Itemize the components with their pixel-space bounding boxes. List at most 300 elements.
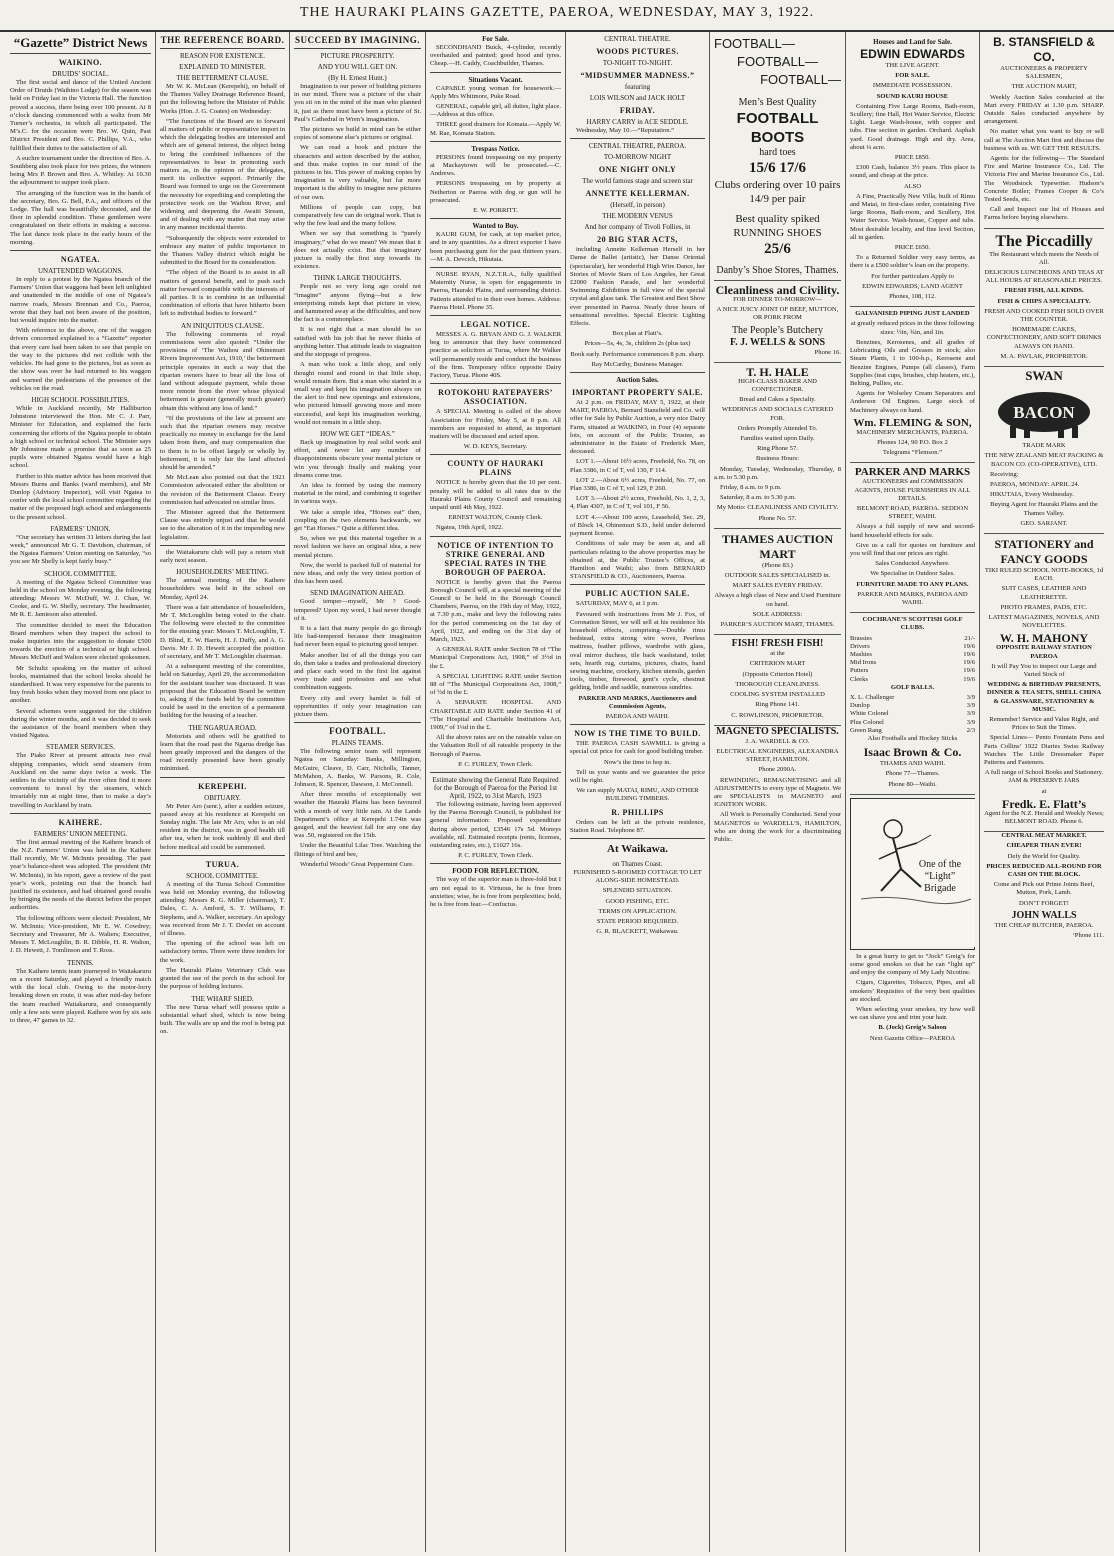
subheading: THE WHARF SHED. (191, 994, 254, 1003)
ad-line: DELICIOUS LUNCHEONS AND TEAS AT ALL HOURS AT REASONABLE PRICES. (984, 269, 1104, 285)
paragraph: Mr W. K. McLean (Kerepehi), on behalf of the Thames Valley Drainage Reference Board, put the following before the Minister of Public Works (Hon. J. G. Coates) on Wednesday: (160, 83, 285, 115)
theatre-name: CENTRAL THEATRE. (604, 35, 671, 43)
paragraph: STATE PERIOD REQUIRED. (596, 918, 679, 925)
ad-line: FRESH AND COOKED FISH SOLD OVER THE COUNTER. (984, 307, 1104, 324)
ad-line: My Motto: CLEANLINESS AND CIVILITY. (716, 504, 839, 512)
ad-line: ELECTRICAL ENGINEERS, ALEXANDRA STREET, HAMILTON. (716, 747, 839, 764)
ad-line: FOOTBALL— (760, 72, 841, 87)
classified-heading: Auction Sales. (616, 376, 659, 385)
ad-line: PARKER’S AUCTION MART, THAMES. (720, 621, 835, 629)
paragraph: Now, the world is packed full of material for new ideas, and only the very tiniest portion of this has been used. (294, 561, 421, 586)
classified-heading: Houses and Land for Sale. (873, 38, 952, 46)
divider (430, 315, 561, 316)
paragraph: including Annette Kellerman Herself in her Danse de Ballet (artistic), her Danse Oriental (spectacular), her wonderful High Wire Dance, her Stories of Movie Stars of Los Angeles, her Great £2000 Fashion Parade, and her wonderful Swimming Exhibition in full view of the special crystal and glass tank. The Greatest and Best Show ever presented in Paeroa. Nearly three hours of sensational novelties. Special Electric Lighting Effects. (570, 246, 705, 328)
classified-ad: SECONDHAND Buick, 4-cylinder, recently overhauled and painted; good hood and tyres. Cheap.—H. Caddy, Coachbuilder, Thames. (430, 44, 561, 68)
ad-line: COOLING SYSTEM INSTALLED (730, 691, 825, 699)
ad-line: Next Gazette Office—PAEROA (869, 1034, 956, 1042)
paragraph: There was a fair attendance of householders, Mr T. McLoughlin being voted to the chair. The following were elected to the committee for the ensuing year: Messrs T. McLoughlin, T. D. Blind, E. W. Harris, H. J. Duffy, and A. G. Davis. Mr J. D. Hewett accepted the position of secretary, and Mr T. McLoughlin chairman. (160, 603, 285, 660)
stansfield-ad (984, 32, 1104, 229)
paragraph: Mr Schultz speaking on the matter of school books, maintained that the school books should be standardised. It was very expensive for the parents to buy fresh books when they moved from one place to another. (10, 664, 151, 705)
ad-line: TRADE MARK (1022, 442, 1066, 450)
table-row (850, 719, 975, 727)
ad-line: THE NEW ZEALAND MEAT PACKING & BACON CO. (CO-OPERATIVE), LTD. (984, 452, 1104, 468)
ad-line: CENTRAL MEAT MARKET. (1001, 832, 1087, 840)
ad-line: BELMONT ROAD, PAEROA. SEDDON STREET, WAIHI. (856, 504, 969, 521)
heading: FOOTBALL. (329, 726, 386, 737)
paragraph: Mr Peter Aro (senr.), after a sudden seizure, passed away at his residence at Kerepehi on Sunday night. The late Mr Aro, who is an old resident in the district, was in good health till after tea, when he took suddenly ill and died before medical aid could be summoned. (160, 802, 285, 851)
table-row (850, 727, 975, 735)
ad-line: For further particulars Apply to (871, 272, 954, 280)
ad-line: A full range of School Books and Stationery. JAM & PRESERVE JARS (984, 769, 1104, 785)
divider (570, 724, 705, 725)
ad-line: Bread and Cakes a Specialty. (739, 396, 816, 404)
paragraph: Back up imagination by real solid work and effort, and never let any number of disappointments obscure your mental picture or win you through finally and making your dreams come true. (294, 438, 421, 479)
paragraph: Make another list of all the things you can do, then take a trades and professional directory and place each word in the first list against every trade and profession and see what combination suggests. (294, 651, 421, 692)
paragraph: TERMS ON APPLICATION. (598, 907, 677, 915)
ad-line: HIKUTAIA, Every Wednesday. (990, 491, 1074, 499)
ad-line: Weekly Auction Sales conducted at the Mart every FRIDAY at 1.30 p.m. SHARP. Outside Sales conducted anywhere by arrangement. (984, 93, 1104, 126)
classified-ad: A SPECIAL LIGHTING RATE under Section 88 of “The Municipal Corporations Act, 1908,” of ½d in the £. (430, 672, 561, 697)
divider (430, 72, 561, 73)
signature: P. C. FURLEY, Town Clerk. (458, 760, 533, 768)
ad-line: The Piccadilly (995, 232, 1093, 250)
divider (570, 372, 705, 373)
divider (570, 138, 705, 139)
subheading: HOUSEHOLDERS’ MEETING. (176, 568, 269, 577)
ad-line: FOOTBALL— (714, 36, 795, 51)
ad-line: Cleanliness and Civility. (715, 283, 840, 297)
classified-heading: Situations Vacant. (468, 75, 523, 84)
subheading: TO-MORROW NIGHT (603, 153, 672, 162)
paragraph: “If the provisions of the law at present are such that the riparian owners may receive practically no money in exchange for the land taken from them, and may compensation due to them is to be offset largely or wholly by betterment, it is only fair the land affected should be amended.” (160, 414, 285, 471)
theatre-name: CENTRAL THEATRE, PAEROA. (588, 142, 687, 151)
ad-line: THE CHEAP BUTCHER, PAEROA. (994, 921, 1094, 929)
paragraph: The arranging of the function was in the hands of the secretary, Bro. G. Bell, P.A., and officers of the Lodge. The hall was beautifully decorated, and the floor in splendid condition. These gentlemen were congratulated on their efforts in making a success. The last dance took place in the early hours of the morning. (10, 189, 151, 246)
ad-price: PRICE £650. (894, 244, 931, 252)
paragraph: At a subsequent meeting of the committee, held on Saturday, April 29, the accommodation for the assistant teacher was discussed. It was proposed that the Education Board be written to, asking if the funds held by the committee could be used in the erection of a permanent building for the housing of a teacher. (160, 663, 285, 720)
paragraph: People not so very long ago could not “imagine” anyone flying—but a few enterprising minds kept that picture in view, and hammered away at the difficulties, and now the fact is a commonplace. (294, 283, 421, 324)
paragraph: A meeting of the Ngatea School Committee was held in the school on Monday evening, the following attending: Messrs W. McDuff, W. J. Chan, W. Cooke, and G. W. Shelly, secretary. The headmaster, Mr R. E. Jamieson also attended. (10, 578, 151, 619)
table-row (850, 702, 975, 710)
ad-line: Phone 16. (814, 348, 841, 356)
ad-line: Clubs ordering over 10 pairs 14/9 per pair (714, 179, 841, 205)
paragraph: LOT 3.—About 2½ acres, Freehold, No. 1, 2, 3, 4, Plan 4307, in C of T, vol 101, F 56. (570, 495, 705, 511)
paragraph: When we say that something is “purely imaginary,” what do we mean? We mean that it does not actually exist. But that imaginary picture is really the first step towards its existence. (294, 230, 421, 271)
ad-line: WEDDING & BIRTHDAY PRESENTS, DINNER & TEA SETS, SHELL CHINA & GLASSWARE, STATIONERY & MUSIC. (986, 681, 1102, 713)
ad-line: WEDDINGS AND SOCIALS CATERED FOR. (721, 406, 834, 422)
ad-line: PARKER AND MARKS, PAEROA AND WAIHI. (857, 590, 968, 606)
ad-line: Give us a call for quotes on furniture and you will find that our prices are right. (850, 541, 975, 557)
ad-line: Always a full supply of new and second-hand household effects for sale. (850, 523, 975, 539)
table-row (850, 635, 975, 643)
ad-line: THE AUCTION MART, (1011, 83, 1077, 91)
ad-line: Defy the World for Quality. (1007, 852, 1081, 860)
classified-ad: THREE good drainers for Komata.—Apply W. M. Rae, Komata Station. (430, 121, 561, 137)
ad-line: MACHINERY MERCHANTS, PAEROA. (856, 428, 969, 436)
item-name: Mid Irons (850, 659, 877, 667)
divider (430, 267, 561, 268)
heading: At Waikawa. (607, 842, 668, 855)
heading: FRIDAY. (619, 106, 656, 115)
ad-line: Agents for Wolseley Cream Separators and Anderson Oil Engines. Large stock of Machinery always on hand. (850, 390, 975, 414)
column-reference-board (156, 32, 290, 1552)
ad-line: EDWIN EDWARDS (860, 47, 965, 61)
item-name: Dunlop (850, 702, 870, 710)
ad-line: LATEST MAGAZINES, NOVELS, AND NOVELETTES. (988, 613, 1100, 630)
paragraph: With reference to the above, one of the waggon drivers concerned explained to a “Gazette” reporter that every care had been taken to see that people on the way to the pictures did not collide with the vehicles. He had gone to the pictures, but as soon as the show was over he had returned to his waggon and warned the pedestrians of the presence of the vehicles on the road. (10, 327, 151, 392)
subheading: And her company of Tivoli Follies, in (584, 223, 691, 232)
item-price: 19/6 (963, 667, 975, 675)
paragraph: Favoured with instructions from Mr J. Fox, of Coronation Street, we will sell at his residence his household effects, comprising—Double rimu bedstead, extra strong wire wove, Peerless mattress, feather pillows, wardrobe with glass, oval mirror duchess, tile back washstand, toilet sets, hearth rug, curtains, pictures, chairs, hand sewing machine, crockery, kitchen utensils, garden tools, timber, firewood, gent’s cycle, chestnut gelding, bridle and saddle, numerous sundries. (570, 610, 705, 692)
ad-price: PRICE £850. (894, 154, 931, 162)
article-title: SUCCEED BY IMAGINING. (295, 35, 420, 45)
article-title: THE REFERENCE BOARD. (160, 35, 285, 45)
item-price: 3/9 (966, 702, 975, 710)
piccadilly-ad (984, 229, 1104, 367)
paragraph: Orders can be left at the private residence, Station Road. Telephone 87. (570, 818, 705, 834)
edwards-ad (850, 32, 975, 307)
ad-line: THAMES AUCTION MART (721, 531, 834, 561)
classified-ad: GENERAL, capable girl, all duties, light place.—Address at this office. (430, 103, 561, 119)
ad-line: THAMES AND WAIHI. (879, 760, 946, 768)
classified-heading: For Sale. (482, 35, 509, 43)
paragraph: Conditions of sale may be seen at, and all particulars relating to the above properties may be obtained at, the Public Trustee’s Offices, at Hamilton and Waihi; also from BERNARD STANSFIELD & CO., Auctioneers, Paeroa. (570, 540, 705, 581)
greig-ad (850, 798, 975, 1043)
slogan: One of the “Light” Brigade (918, 858, 962, 894)
classified-ad: PERSONS trespassing on by property at Netherton or Paeroa with dog or gun will be prosecuted. (430, 180, 561, 204)
paragraph: The Minister agreed that the Betterment Clause was entirely unjust and that he would see to the alteration of it in the impending new legislation. (160, 508, 285, 541)
ad-line: Come and Pick out Prime Joints Beef, Mutton, Pork, Lamb. (993, 881, 1095, 897)
paragraph: PARKER AND MARKS, Auctioneers and Commission Agents, (578, 694, 697, 710)
item-price: 3/9 (966, 694, 975, 701)
paragraph: Ray McCarthy, Business Manager. (591, 360, 684, 368)
paragraph: Several schemes were suggested for the children during the winter months, and it was decided to seek the assistance of the board members when they visited Ngatea. (10, 707, 151, 740)
paragraph: SPLENDID SITUATION. (602, 887, 673, 895)
subheading: REASON FOR EXISTENCE. (180, 52, 265, 60)
classified-ad: NOTICE is hereby given that the Paeroa Borough Council will, at a special meeting of the Council to be held in the Borough Council Chambers, Paeroa, on the 19th day of May, 1922, at 7.30 p.m., make and levy the following rates for the period commencing on the 1st day of April, 1922, and ending on the 31st day of March, 1923. (430, 578, 561, 643)
table-row (850, 651, 975, 659)
column-imagining (290, 32, 426, 1552)
ad-line: THOROUGH CLEANLINESS. (735, 680, 820, 688)
ad-line: JOHN WALLS (1011, 909, 1077, 921)
ad-line: We Specialise in Outdoor Sales. (870, 570, 955, 578)
ad-line: Best quality spiked RUNNING SHOES (733, 213, 822, 239)
item-price: 3/9 (966, 710, 975, 718)
ad-line: Receiving: (990, 470, 1019, 478)
ad-line: FOR DINNER TO-MORROW— (733, 296, 822, 303)
ad-line: Isaac Brown & Co. (863, 745, 962, 760)
classified-heading: Wanted to Buy. (472, 222, 519, 231)
subheading: SCHOOL COMMITTEE. (44, 569, 117, 578)
paragraph: PAEROA AND WAIHI. (605, 712, 670, 720)
classified-ad: All the above rates are on the rateable value on the Valuation Roll of all rateable property in the Borough of Paeroa. (430, 734, 561, 758)
swan-bacon-ad (984, 367, 1104, 534)
ad-line: Benzines, Kerosenes, and all grades of Lubricating Oils and Greases in stock; also Steam Plants, 1 to 100-h.p., Kerosene and Benzine Engines, Pumps (all classes), Farm Supplies (teat cups, brushes, chip heaters, etc.), Belting, Pullies, etc. (850, 338, 975, 387)
divider (10, 813, 151, 814)
paragraph: LOT 1.—About 16½ acres, Freehold, No. 78, on Plan 3386, in C of T, vol 130, F 114. (570, 458, 705, 474)
paragraph: It is not right that a man should be so satisfied with his job that he never thinks of anything better. That attitude leads to stagnation and the stoppage of progress. (294, 326, 421, 359)
ad-line: (Opposite Criterion Hotel) (742, 670, 813, 678)
ad-line: M. A. PAVLAK, PROPRIETOR. (1000, 352, 1088, 360)
ad-line: PARKER AND MARKS (854, 466, 971, 479)
parker-marks-ad (850, 463, 975, 613)
ad-line: Containing Five Large Rooms, Bath-room, Scullery; fine Hall, Hot Water Service, Electric Light. Large Wash-house, with copper and tubs. Fine section in garden. Orchard. Asphalt yard. Good drainage. High and dry. Area, about ¼ acre. (850, 102, 975, 151)
subheading: THINK LARGE THOUGHTS. (313, 274, 402, 283)
item-name: Mashies (850, 650, 872, 658)
ad-line: ’Phone 111. (1072, 932, 1104, 940)
ad-line: Fredk. E. Flatt’s (1002, 796, 1086, 811)
paragraph: Now’s the time to hop in. (603, 758, 672, 766)
heading: WOODS PICTURES. (596, 47, 679, 56)
ad-line: FOR SALE. (895, 72, 930, 80)
divider (430, 141, 561, 142)
ad-line: STATIONERY and FANCY GOODS (994, 536, 1094, 566)
ad-line: SOLE ADDRESS: (752, 610, 803, 618)
ad-line: MAGNETO SPECIALISTS. (716, 725, 839, 737)
ad-line: Agent for the N.Z. Herald and Weekly News; BELMONT ROAD. Phone 6. (984, 809, 1104, 825)
dateline: Ngatea, 19th April, 1922. (436, 524, 504, 532)
item-price: 19/6 (963, 642, 975, 650)
paragraph: The committee decided to meet the Education Board members when they inspect the school to make inquiries into the suggestion to donate £500 towards the erection of a technical or high school. Messrs McDuff and Walton were elected spokesmen. (10, 621, 151, 662)
ad-line: DON’T FORGET! (1019, 899, 1069, 907)
notice-heading: LEGAL NOTICE. (460, 320, 531, 330)
paragraph: The new Turua wharf will possess quite a substantial wharf shed, which is now being built. The walls are up and the roof is being put on. (160, 1003, 285, 1036)
subheading: The world famous stage and screen star (582, 177, 693, 186)
table-row (850, 710, 975, 718)
classified-ad: A SPECIAL Meeting is called of the above Association for Friday, May 5, at 8 p.m. All members are requested to attend, as important matters will be discussed and acted upon. (430, 408, 561, 440)
divider (294, 48, 421, 49)
ad-line: GOLF BALLS. (890, 683, 935, 691)
ad-line: Phones 124, 90 P.O. Box 2 (877, 438, 948, 446)
ad-line: B. STANSFIELD & CO. (993, 35, 1095, 64)
paragraph: THE PAEROA CASH SAWMILL is giving a special cut price for cash for good building timber. (570, 740, 705, 756)
paragraph: The Piako River at present attracts two rival shipping companies, which send steamers from Auckland on the same days twice a week. The settlers in the vicinity of the river often find it more convenient to travel by the steamers, which invariably run at night time, than to make a day’s travelling in Auckland by train. (10, 752, 151, 809)
item-name: X. L. Challenger (850, 694, 895, 701)
item-name: Brassies (850, 634, 872, 642)
ad-line: F. J. WELLS & SONS (729, 336, 826, 348)
ad-line: FISH & CHIPS A SPECIALITY. (997, 297, 1091, 305)
paragraph: While in Auckland recently, Mr Halliburton Johnstone interviewed the Hon. Mr C. J. Parr, Minister for Education, and explained the facts concerning the efforts of the Ngatea people to obtain a high school or technical school. The Minister says Mr Johnstone made a promise that as soon as 25 pupils were obtained Ngatea would have a high school. (10, 404, 151, 470)
signature: W. D. KEYS, Secretary. (463, 443, 528, 451)
subheading: on Thames Coast. (612, 859, 663, 868)
paragraph: An idea is formed by using the memory material in the mind, and combining it together in various ways. (294, 481, 421, 506)
ad-line: Orders Promptly Attended To. (737, 424, 818, 432)
ad-line: Monday, Tuesday, Wednesday, Thursday, 8 a.m. to 5.30 p.m. (714, 465, 841, 481)
ad-line: SUIT CASES, LEATHER AND LEATHERETTE. (1001, 585, 1087, 601)
paragraph: Wednesday, May 10.—“Reputation.” (576, 127, 675, 134)
heading: NOW IS THE TIME TO BUILD. (574, 729, 701, 739)
divider (430, 863, 561, 864)
section-title: “Gazette” District News (13, 35, 148, 50)
ad-line: It will Pay You to inspect our Large and Varied Stock of (991, 662, 1097, 678)
heading: NGATEA. (60, 255, 101, 265)
item-price: 2/3 (966, 726, 975, 734)
item-price: 3/9 (966, 718, 975, 726)
paragraph: We take a simple idea, “Horses eat” then, coupling on the two elements backwards, we get “Eat Horses.” Quite a different idea. (294, 508, 421, 532)
subheading: HOW WE GET “IDEAS.” (320, 429, 395, 438)
paragraph: GOOD FISHING, ETC. (605, 897, 670, 905)
divider (430, 536, 561, 537)
paragraph: A meeting of the Turua School Committee was held on Monday evening, the following attending: Messrs R. G. Miller (chairman), T. Dales, C. A. Amford, S. T. Williams, F. Stephens, and A. Walker, secretary. An apology was received from Mr J. T. Devlet on account of illness. (160, 880, 286, 938)
subheading: SEND IMAGINATION AHEAD. (310, 589, 405, 598)
item-price: 21/- (964, 634, 975, 642)
heading: R. PHILLIPS (611, 807, 664, 817)
subheading: HIGH SCHOOL POSSIBILITIES. (31, 395, 130, 404)
column-theatre-auction (566, 32, 710, 1552)
ad-line: Families waited upon Daily. (740, 435, 815, 443)
subheading: HARRY CARRY in ACE SEDDLE. (586, 118, 689, 126)
paragraph: The opening of the school was left on satisfactory terms. There were three tenders for the work. (160, 940, 285, 964)
heading: WAIKINO. (58, 58, 103, 67)
divider (294, 722, 421, 723)
paragraph: The pictures we build in mind can be either copies of someone else’s pictures or original. (294, 126, 421, 142)
paragraph: The first social and dance of the United Ancient Order of Druids (Waihino Lodge) for the season was held on Friday last in the Victoria Hall. The function proved a success, there being over 100 present. At 8 o’clock dancing commenced with a waltz from Mr Turner’s orchestra, in which all participated. The M’s.C. for the occasion were Bro. W. Quin, Past District President and Bro. C. Phillips, V.A., who fulfilled their duties to the satisfaction of all. (10, 79, 151, 152)
subheading: AN INIQUITOUS CLAUSE. (181, 321, 264, 330)
table-row (850, 643, 975, 651)
ad-line: Also Footballs and Hockey Sticks (867, 735, 958, 743)
paragraph: Millions of people can copy, but comparatively few can do original work. That is why the few lead and the many follow. (294, 203, 421, 228)
item-name: Drivers (850, 642, 870, 650)
ad-line: FISH! FRESH FISH! (731, 638, 824, 650)
ad-line: MART SALES EVERY FRIDAY. (732, 582, 823, 590)
notice-heading: ROTOKOHU RATEPAYERS’ ASSOCIATION. (438, 388, 553, 407)
paragraph: Prices—5s, 4s, 3s, children 2s (plus tax) (584, 340, 691, 348)
ad-line: FURNITURE MADE TO ANY PLANS. (856, 580, 969, 588)
subheading: FARMERS’ UNION. (50, 524, 111, 533)
classified-heading: Trespass Notice. (471, 144, 520, 153)
signature: E. W. PORRITT. (473, 207, 518, 215)
paragraph: The first annual meeting of the Kaihere branch of the N.Z. Farmers’ Union was held in the Kaihere Hall recently, Mr W. McInnis presiding. The past year’s balance-sheet was adopted. The president (Mr W. McInnis), in his report, gave a review of the past year’s work, pointing out that the branch had justified its existence, and had obtained good results by bringing the needs of the district before the proper authorities. (10, 838, 151, 912)
ad-line: CRITERION MART (749, 660, 806, 668)
paragraph: The annual meeting of the Kaihere householders was held in the school on Monday, April 24. (160, 577, 285, 601)
ad-line: Agents for the following— The Standard Fire and Marine Insurance Co., Ltd. The Victoria Fire and Marine Insurance Co., Ltd. The Woodstock Typewriter. Hudson’s Concrete Boiler; Frames Cooper & Co’s Tested Seeds, etc. (984, 155, 1104, 204)
heading: KAIHERE. (58, 817, 103, 827)
subheading: PICTURE PROSPERITY. (320, 52, 395, 60)
divider (160, 777, 285, 778)
heading: ANNETTE KELLERMAN. (585, 189, 690, 199)
butcher-ad (984, 832, 1104, 940)
ad-line: To a Returned Soldier very easy terms, as there is a £500 soldier’s loan on the property. (850, 254, 975, 270)
masthead: THE HAURAKI PLAINS GAZETTE, PAEROA, WEDNESDAY, MAY 3, 1922. (0, 0, 1114, 32)
subheading: THE MODERN VENUS (602, 212, 673, 221)
ad-line: REWINDING, REMAGNETISING and all ADJUSTMENTS to every type of Magneto. We are SPECIALISTS in MAGNETO and IGNITION WORK. (714, 776, 841, 809)
ad-line: B. (Jock) Greig’s Saloon (878, 1024, 947, 1032)
divider (10, 250, 151, 251)
paragraph: “Our secretary has written 31 letters during the last week,” announced Mr G. T. Davidson, chairman, of the Ngatea Farmers’ Union meeting on Saturday, “so you see Mr Shelly is kept fairly busy.” (10, 533, 151, 566)
paragraph: Imagination is our power of building pictures in our mind. There was a picture of the chair you sit on in the mind of the man who planned it, just as there must have been a picture of St. Paul’s Cathedral in Wren’s imagination. (294, 83, 421, 123)
ad-line: Always a high class of New and Used Furniture on hand. (714, 592, 841, 608)
column-classifieds (426, 32, 566, 1552)
ad-line: SWAN (1025, 368, 1063, 384)
classified-ad: MESSES A. G. BRYAN AND G. J. WALKER beg to announce that they have commenced practice as solicitors at Turua, where Mr Walker will permanently reside and conduct the business of the firm. Temporary office opposite Dairy Factory, Turua. Phone 40S. (430, 331, 561, 380)
subheading: AND YOU WILL GET ON. (317, 63, 398, 71)
paragraph: The Hauraki Plains Veterinary Club was granted the use of the porch in the school for the purpose of holding lectures. (160, 966, 285, 991)
paragraph: Further to this matter advice has been received that Messrs Burns and Banks (ward members), and Mr Dunlop (Advisory Inspector), will visit Ngatea to confer with the local school committee regarding the matter of the proposed high school and enlargements to the present school. (10, 472, 151, 521)
golf-clubs-table (850, 635, 975, 684)
ad-line: COCHRANE’S SCOTTISH GOLF CLUBS. (862, 616, 963, 632)
ad-line: The Restaurant which meets the Needs of All. (989, 250, 1099, 266)
divider (160, 48, 285, 49)
item-name: Putters (850, 667, 869, 675)
paragraph: SATURDAY, MAY 6, at 1 p.m. (576, 600, 659, 608)
heading: ONE NIGHT ONLY (598, 165, 677, 175)
notice-heading: FOOD FOR REFLECTION. (452, 867, 539, 876)
divider (430, 383, 561, 384)
ad-line: In a great hurry to get to “Jock” Greig’s for some good smokes so that he can “light up” and enjoy the company of My Lady Nicotine. (850, 952, 975, 977)
classified-ad: A SEPARATE HOSPITAL AND CHARITABLE AID RATE under Section 41 of “The Hospital and Charitable Institutions Act, 1909,” of 1¼d in the £. (430, 699, 561, 731)
ad-line: FRESH FISH, ALL KINDS. (1004, 287, 1084, 295)
pig-icon (986, 382, 1102, 442)
fleming-ad (850, 307, 975, 463)
ad-line: Cigars, Cigarettes, Tobacco, Pipes, and all smokers’ Requisites of the very best qualities are stocked. (850, 979, 975, 1003)
subheading: UNATTENDED WAGGONS. (37, 267, 124, 276)
table-row (850, 676, 975, 684)
paragraph: Wonderful Woods’ Great Peppermint Cure. (300, 860, 414, 868)
ad-line: Sales Conducted Anywhere. (875, 560, 950, 568)
ad-line: Men’s Best Quality (738, 97, 817, 108)
paragraph: Tell us your wants and we guarantee the price will be right. (570, 768, 705, 784)
paragraph: “The functions of the Board are to forward all matters of public or representative import in which the delegating bodies are interested and which are of general interest, the object being to bring the combined influences of the representatives to bear in promoting such matters as, in the opinion of the delegates, merit its collective support. Primarily the Board was formed to urge on the Government the necessity for expediting and completing the protective work on the Waihou River, and widening and deepening the Awaiti Stream, and of dealing with any matter that may arise in any manner incidental thereto. (160, 117, 285, 232)
paragraph: Under the Beautiful Lilac Tree. Watching the flittings of bird and bee, (294, 842, 421, 858)
paragraph: The way of the superior man is three-fold but I am not equal to it. Virtuous, he is free from anxieties; wise, he is free from perplexities; bold, he is free from fear.—Confucius. (430, 876, 561, 909)
ad-line: Phone 77—Thames. (885, 770, 940, 778)
football-boots-ad (714, 32, 841, 281)
item-name: White Colonel (850, 710, 889, 718)
subheading: SCHOOL COMMITTEE. (186, 871, 259, 880)
paragraph: Good temper—myself, Mr ? Good-tempered? Upon my word, I had never thought of it. (294, 598, 421, 622)
ad-line: Telegrams “Flemson.” (882, 449, 943, 457)
divider (570, 584, 705, 585)
bacon-label: BACON (1013, 403, 1075, 423)
classified-ad: PERSONS found trespassing on my property at Mackaytown will be prosecuted.—C. Andrews. (430, 153, 561, 178)
ad-line: OPPOSITE RAILWAY STATION PAEROA (996, 644, 1092, 660)
ad-line: PAEROA, MONDAY: APRIL 24. (990, 480, 1080, 488)
paragraph: It is a fact that many people do go through life bad-tempered because their imagination had never been equal to picturing good temper. (294, 624, 421, 649)
classified-ad: KAURI GUM, for cash, at top market price, and in any quantities. As a direct exporter I have been purchasing gum for the past thirteen years.—M. A. Devcich, Hikutaia. (430, 231, 561, 263)
paragraph: the Waitakaruru club will pay a return visit early next season. (160, 548, 285, 564)
divider (430, 772, 561, 773)
magneto-ad (714, 726, 841, 844)
baker-ad (714, 363, 841, 529)
subheading: TO-NIGHT TO-NIGHT. (602, 59, 673, 67)
ad-line: A NICE JUICY JOINT OF BEEF, MUTTON, OR PORK FROM (716, 306, 839, 322)
item-name: Green Rang (850, 726, 882, 734)
ad-line: hard toes (759, 147, 796, 158)
byline: (By H. Ernest Hunt.) (328, 74, 387, 82)
ad-line: ALSO (903, 182, 922, 190)
ad-line: The People’s Butchery (731, 324, 824, 336)
classified-ad: A GENERAL RATE under Section 78 of “The Municipal Corporations Act, 1908,” of 3½d in the £. (430, 646, 561, 670)
paragraph: Book early. Performance commences 8 p.m. sharp. (570, 350, 705, 358)
ad-line: Business Hours: (755, 455, 800, 463)
signature: P. C. FURLEY, Town Clerk. (458, 852, 533, 860)
paragraph: FURNISHED 5-ROOMED COTTAGE TO LET ALONG-SIDE HOMESTEAD. (573, 868, 702, 885)
divider (10, 53, 151, 54)
subheading: featuring (624, 83, 651, 91)
ad-line: All Work is Personally Conducted. Send your MAGNETOS to WARDELL’S, HAMILTON, who are doing the work for a discriminating Public. (714, 811, 841, 843)
ad-line: FOOTBALL— (737, 54, 818, 69)
signature: ERNEST WALTON, County Clerk. (448, 514, 543, 522)
ad-line: (Phone 83.) (762, 561, 793, 569)
paragraph: The Kaihere tennis team journeyed to Waitakaruru on a recent Saturday, and played a friendly match with the local club. Owing to the motor-lorry breaking down en route, it was after mid-day before the team reached Waitakaruru, and consequently only a few sets were played. Kaihere won by six sets to three, 47 games to 32. (10, 967, 151, 1024)
column-land-ads (846, 32, 980, 1552)
divider (430, 218, 561, 219)
subheading: EXPLAINED TO MINISTER. (179, 63, 266, 71)
ad-line: CHEAPER THAN EVER! (1006, 842, 1082, 850)
column-district-news (6, 32, 156, 1552)
ad-line: GEO. SARJANT. (1020, 519, 1068, 527)
table-row (850, 694, 975, 702)
